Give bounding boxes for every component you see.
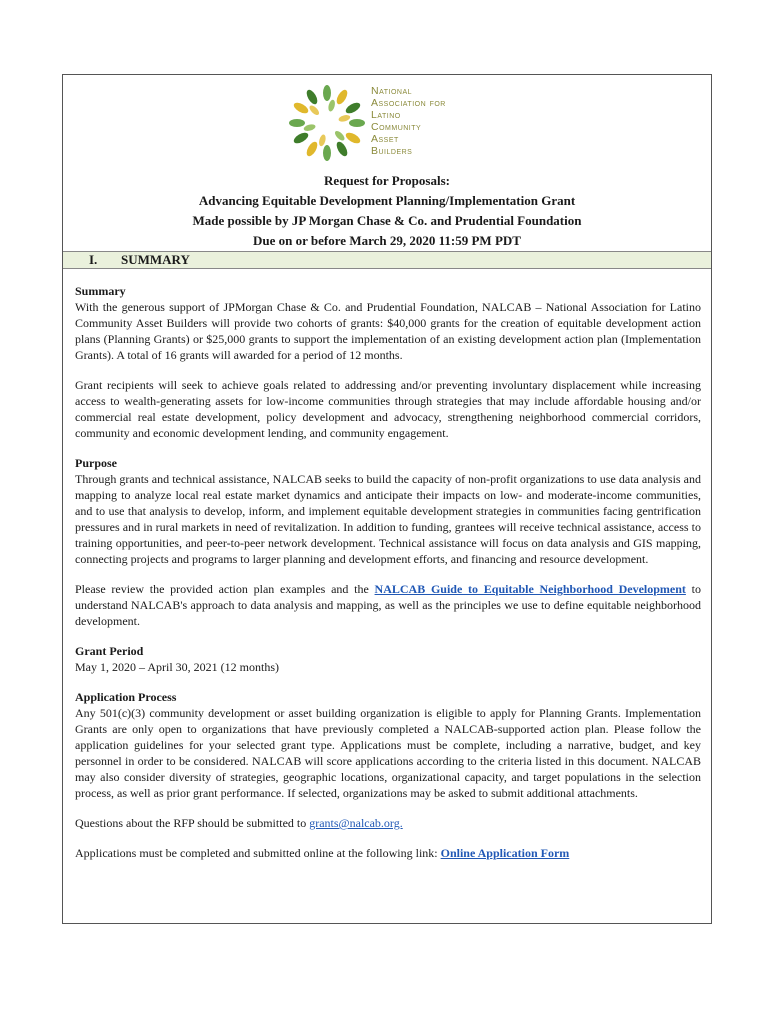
document-body: [75, 283, 701, 861]
due-date-line: Due on or before March 29, 2020 11:59 PM PDT: [253, 233, 521, 248]
equitable-development-guide-link[interactable]: NALCAB Guide to Equitable Neighborhood Development: [374, 582, 686, 596]
section-header-summary: [63, 251, 711, 269]
rfp-title-block: [63, 171, 711, 251]
grant-period-text: May 1, 2020 – April 30, 2021 (12 months): [75, 660, 279, 674]
questions-line: [75, 815, 701, 831]
summary-paragraph-2: Grant recipients will seek to achieve goals related to addressing and/or preventing involuntary displacement while increasing access to wealth-generating assets for low-income communities through strategies that may include affordable housing and/or commercial real estate development, policy development and advocacy, strengthening neighborhood commercial corridors, community and economic development lending, and community engagement.: [75, 378, 701, 440]
logo-line: National: [371, 85, 413, 97]
purpose-paragraph-1: Through grants and technical assistance, NALCAB seeks to build the capacity of non-profit organizations to use data analysis and mapping to analyze local real estate market dynamics and anticipate their impacts on low- and moderate-income communities, and to use that analysis to develop, inform, and implement equitable development strategies in communities facing gentrification pressures and in rural markets in need of revitalization. In addition to funding, grantees will receive technical assistance, access to training opportunities, and peer-to-peer network development. Technical assistance will focus on data analysis and GIS mapping, connecting projects and programs to larger planning and development efforts, and financing and resource development.: [75, 472, 701, 566]
title-line-2: Advancing Equitable Development Planning/Implementation Grant: [198, 193, 576, 208]
online-application-form-link[interactable]: Online Application Form: [440, 846, 570, 860]
section-number: I.: [89, 252, 98, 267]
purpose-paragraph-2: [75, 581, 701, 629]
grant-period-heading: Grant Period: [75, 644, 144, 658]
nalcab-logo: [287, 81, 487, 171]
submit-line: [75, 845, 701, 861]
logo-line: Latino: [371, 109, 401, 121]
logo-line: Asset: [371, 133, 399, 145]
logo-line: Association for: [371, 97, 446, 109]
text-span: Questions about the RFP should be submitted to: [75, 816, 310, 830]
title-line-3: Made possible by JP Morgan Chase & Co. and Prudential Foundation: [192, 213, 582, 228]
grants-email-link[interactable]: grants@nalcab.org.: [309, 816, 403, 830]
application-paragraph: Any 501(c)(3) community development or asset building organization is eligible to apply for Planning Grants. Implementation Grants are only open to organizations that have previously completed a NALCAB-supported action plan. Please follow the application guidelines for your selected grant type. Applications must be complete, including a narrative, budget, and key personnel in order to be considered. NALCAB will score applications according to the criteria listed in this document. NALCAB may also consider diversity of strategies, geographic locations, organizational capacity, and target populations in the selection process, as well as prior grant performance. If selected, organizations may be asked to submit additional attachments.: [75, 706, 701, 800]
text-span: Applications must be completed and submitted online at the following link:: [75, 846, 441, 860]
title-line-1: Request for Proposals:: [324, 173, 450, 188]
logo-line: Community: [371, 121, 422, 133]
logo-line: Builders: [371, 145, 413, 157]
logo-wordmark: [371, 85, 446, 157]
summary-heading: Summary: [75, 284, 126, 298]
text-span: Please review the provided action plan examples and the: [75, 582, 375, 596]
application-heading: Application Process: [75, 690, 177, 704]
text-span: to understand NALCAB's approach to data analysis and mapping, as well as the principles we use to define equitable neighborhood development.: [75, 582, 701, 628]
section-title: SUMMARY: [121, 252, 190, 267]
document-frame: [62, 74, 712, 924]
summary-paragraph-1: With the generous support of JPMorgan Chase & Co. and Prudential Foundation, NALCAB – National Association for Latino Community Asset Builders will provide two cohorts of grants: $40,000 grants for the creation of equitable development action plans (Planning Grants) or $25,000 grants to support the implementation of an existing development action plan (Implementation Grants). A total of 16 grants will awarded for a period of 12 months.: [75, 300, 701, 362]
leaf-wreath-icon: [287, 81, 371, 171]
purpose-heading: Purpose: [75, 456, 117, 470]
